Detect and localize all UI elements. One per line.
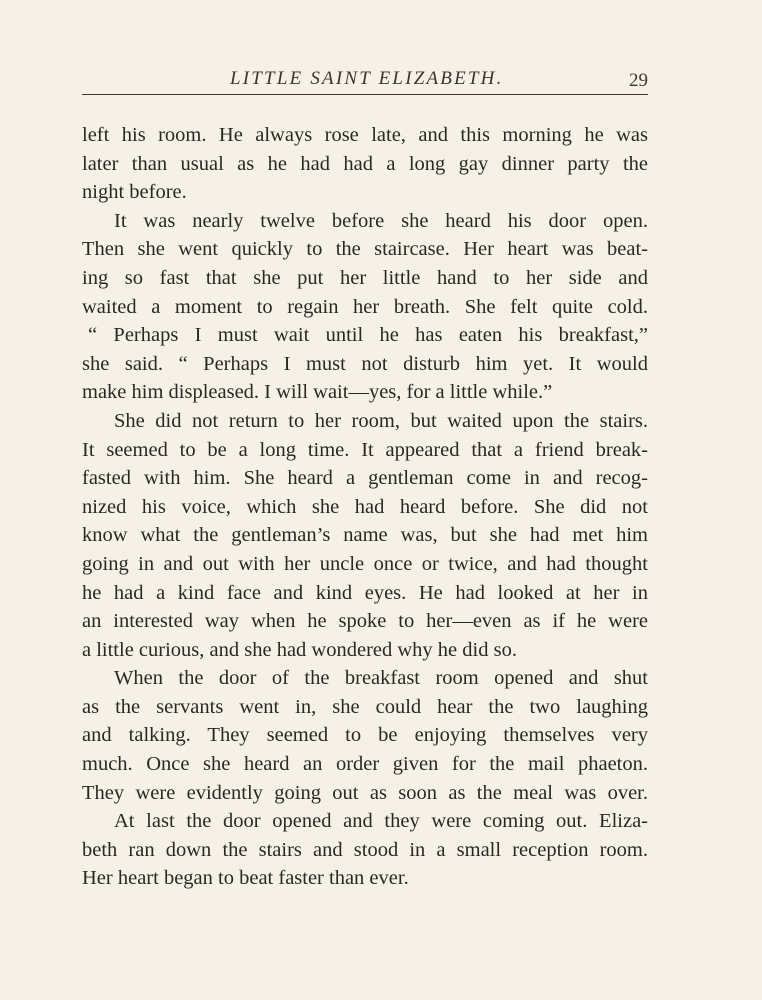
text-line: a little curious, and she had wondered why he did so. — [82, 638, 517, 661]
text-line: Her heart began to beat faster than ever. — [82, 867, 409, 890]
text-line: waited a moment to regain her breath. She felt quite cold. — [82, 295, 648, 318]
text-line: beth ran down the stairs and stood in a small reception room. — [82, 838, 648, 861]
text-line: night before. — [82, 181, 187, 204]
text-line: make him displeased. I will wait—yes, for a little while.” — [82, 381, 553, 404]
text-line: much. Once she heard an order given for the mail phaeton. — [82, 753, 648, 776]
text-line: an interested way when he spoke to her—even as if he were — [82, 610, 648, 633]
text-line: nized his voice, which she had heard before. She did not — [82, 495, 648, 518]
text-line: going in and out with her uncle once or twice, and had thought — [82, 552, 648, 575]
text-line: left his room. He always rose late, and this morning he was — [82, 124, 648, 146]
text-line: and talking. They seemed to be enjoying themselves very — [82, 724, 648, 747]
text-line: she said. “ Perhaps I must not disturb him yet. It would — [82, 352, 648, 375]
text-line: know what the gentleman’s name was, but she had met him — [82, 524, 648, 547]
body-text — [82, 121, 648, 893]
running-header — [82, 66, 648, 92]
page-number: 29 — [629, 70, 648, 91]
text-line: Then she went quickly to the staircase. Her heart was beat- — [82, 238, 648, 261]
running-title: LITTLE SAINT ELIZABETH. — [230, 68, 504, 89]
text-line: fasted with him. She heard a gentleman come in and recog- — [82, 467, 648, 490]
text-line: At last the door opened and they were coming out. Eliza- — [114, 810, 648, 833]
text-line: They were evidently going out as soon as the meal was over. — [82, 781, 648, 804]
text-line: later than usual as he had had a long gay dinner party the — [82, 152, 648, 175]
text-line: he had a kind face and kind eyes. He had looked at her in — [82, 581, 648, 604]
header-rule — [82, 94, 648, 95]
text-line: ing so fast that she put her little hand to her side and — [82, 266, 648, 289]
text-line: When the door of the breakfast room opened and shut — [114, 667, 648, 690]
text-line: She did not return to her room, but waited upon the stairs. — [114, 409, 648, 432]
text-line: It seemed to be a long time. It appeared that a friend break- — [82, 438, 648, 461]
text-line: It was nearly twelve before she heard his door open. — [114, 209, 648, 232]
text-line: “ Perhaps I must wait until he has eaten his breakfast,” — [88, 324, 648, 347]
text-line: as the servants went in, she could hear the two laughing — [82, 695, 648, 718]
